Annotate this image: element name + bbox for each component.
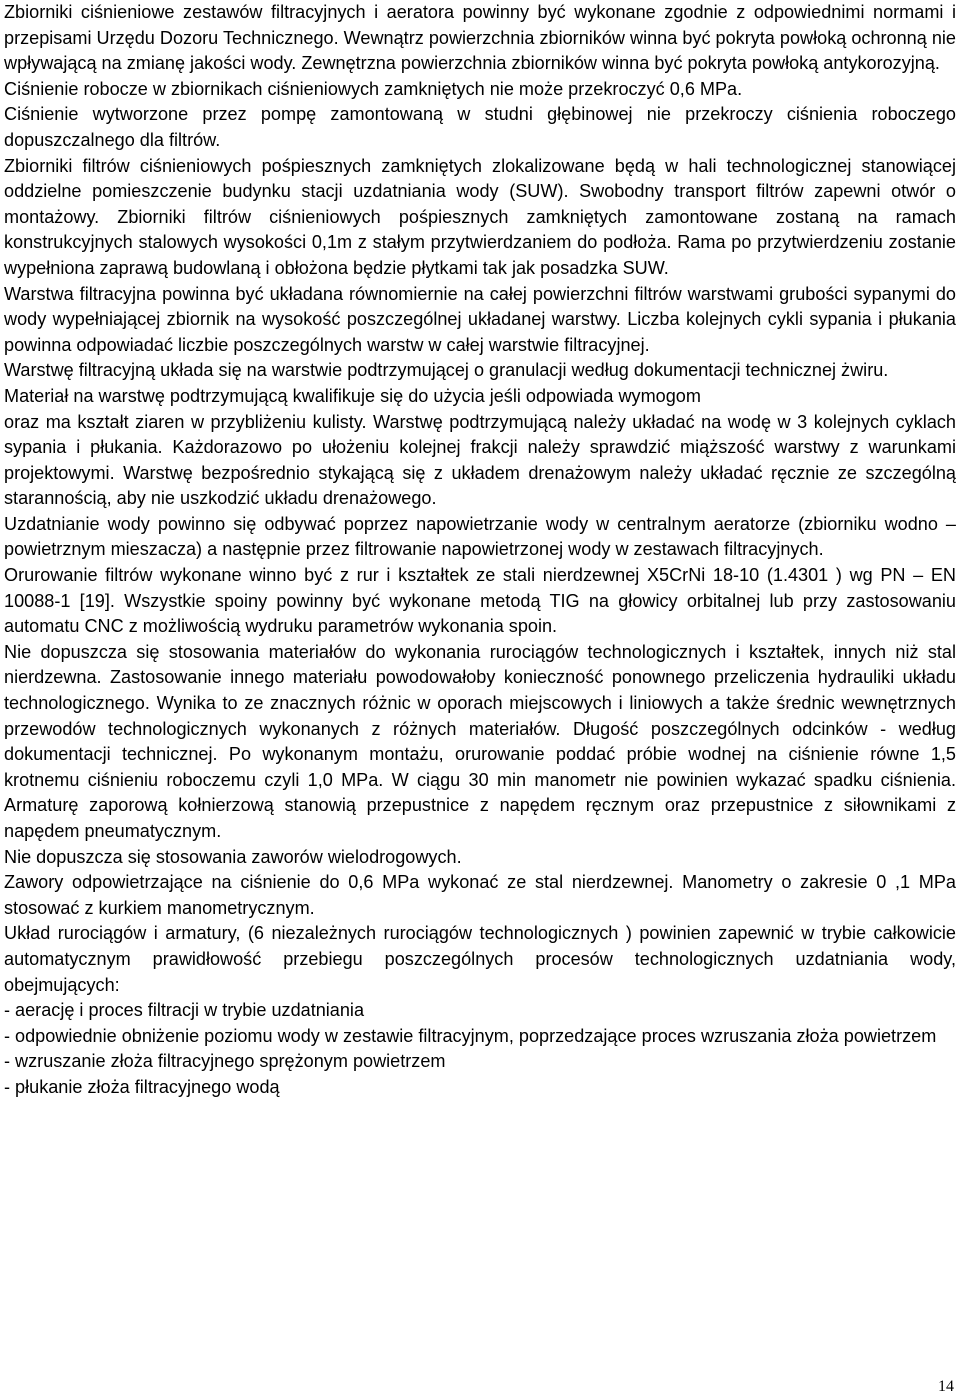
page-number: 14 [938, 1378, 954, 1395]
paragraph-working-pressure: Ciśnienie robocze w zbiornikach ciśnieniowych zamkniętych nie może przekroczyć 0,6 MPa. [4, 78, 743, 99]
process-list [4, 998, 956, 1100]
paragraph-pump-pressure: Ciśnienie wytworzone przez pompę zamontowaną w studni głębinowej nie przekroczy ciśnienia roboczego dopuszczalnego dla filtrów. [4, 104, 956, 150]
paragraph-multiway-valves: Nie dopuszcza się stosowania zaworów wielodrogowych. [4, 846, 462, 867]
paragraph-support-layer: Warstwę filtracyjną układa się na warstwie podtrzymującej o granulacji według dokumentacji technicznej żwiru. [4, 360, 889, 381]
list-item: - aerację i proces filtracji w trybie uzdatniania [4, 1000, 365, 1021]
document-body [4, 0, 956, 1101]
list-item: - wzruszanie złoża filtracyjnego sprężonym powietrzem [4, 1051, 446, 1072]
paragraph-water-treatment: Uzdatnianie wody powinno się odbywać poprzez napowietrzanie wody w centralnym aeratorze (zbiorniku wodno – powietrznym mieszacza) a następnie przez filtrowanie napowietrzonej wody w zestawach filtracyjnych. [4, 513, 956, 560]
paragraph-filter-location: Zbiorniki filtrów ciśnieniowych pośpiesznych zamkniętych zlokalizowane będą w hali technologicznej stanowiącej oddzielne pomieszczenie budynku stacji uzdatniania wody (SUW). Swobodny transport filtrów zapewni otwór o montażowy. Zbiorniki filtrów ciśnieniowych pośpiesznych zamkniętych zamontowane zostaną na ramach konstrukcyjnych stalowych wysokości 0,1m z stałym przytwierdzaniem do podłoża. Rama po przytwierdzeniu zostanie wypełniona zaprawą budowlaną i obłożona będzie płytkami tak jak posadzka SUW. [4, 155, 956, 278]
paragraph-filter-layer: Warstwa filtracyjna powinna być układana równomiernie na całej powierzchni filtrów warstwami grubości sypanymi do wody wypełniającej zbiornik na wysokość poszczególnej układanej warstwy. Liczba kolejnych cykli sypania i płukania powinna odpowiadać liczbie poszczególnych warstw w całej warstwie filtracyjnej. [4, 283, 956, 355]
paragraph-grain-shape: oraz ma kształt ziaren w przybliżeniu kulisty. Warstwę podtrzymującą należy układać na wodę w 3 kolejnych cyklach sypania i płukania. Każdorazowo po ułożeniu kolejnej frakcji należy sprawdzić miąższość warstwy z warunkami projektowymi. Warstwę bezpośrednio stykającą się z układem drenażowym należy układać ręcznie ze szczególną starannością, aby nie uszkodzić układu drenażowego. [4, 411, 956, 509]
paragraph-piping-system: Układ rurociągów i armatury, (6 niezależnych rurociągów technologicznych ) powinien zapewnić w trybie całkowicie automatycznym prawidłowość przebiegu poszczególnych procesów technologicznych uzdatniania wody, obejmujących: [4, 923, 956, 995]
list-item: - płukanie złoża filtracyjnego wodą [4, 1076, 280, 1097]
paragraph-pressure-tanks: Zbiorniki ciśnieniowe zestawów filtracyjnych i aeratora powinny być wykonane zgodnie z odpowiednimi normami i przepisami Urzędu Dozoru Technicznego. Wewnątrz powierzchnia zbiorników winna być pokryta powłoką ochronną nie wpływającą na zmianę jakości wody. Zewnętrzna powierzchnia zbiorników winna być pokryta powłoką antykorozyjną. [4, 2, 956, 74]
paragraph-materials-restriction: Nie dopuszcza się stosowania materiałów do wykonania rurociągów technologicznych i kształtek, innych niż stal nierdzewna. Zastosowanie innego materiału powodowałoby konieczność ponownego przeliczenia hydrauliki układu technologicznego. Wynika to ze znacznych różnic w oporach miejscowych i liniowych a także średnic wewnętrznych przewodów technologicznych wykonanych z różnych materiałów. Długość poszczególnych odcinków - według dokumentacji technicznej. Po wykonanym montażu, orurowanie poddać próbie wodnej na ciśnienie równe 1,5 krotnemu ciśnieniu roboczemu czyli 1,0 MPa. W ciągu 30 min manometr nie powinien wykazać spadku ciśnienia. Armaturę zaporową kołnierzową stanowią przepustnice z napędem ręcznym oraz przepustnice z siłownikami z napędem pneumatycznym. [4, 641, 956, 841]
paragraph-vent-valves: Zawory odpowietrzające na ciśnienie do 0,6 MPa wykonać ze stal nierdzewnej. Manometry o zakresie 0 ,1 MPa stosować z kurkiem manometrycznym. [4, 872, 956, 918]
paragraph-piping: Orurowanie filtrów wykonane winno być z rur i kształtek ze stali nierdzewnej X5CrNi 18-10 (1.4301 ) wg PN – EN 10088-1 [19]. Wszystkie spoiny powinny być wykonane metodą TIG na głowicy orbitalnej lub przy zastosowaniu automatu CNC z możliwością wydruku parametrów wykonania spoin. [4, 565, 956, 637]
list-item: - odpowiednie obniżenie poziomu wody w zestawie filtracyjnym, poprzedzające proces wzruszania złoża powietrzem [4, 1025, 937, 1046]
paragraph-material-requirements: Materiał na warstwę podtrzymującą kwalifikuje się do użycia jeśli odpowiada wymogom [4, 385, 701, 406]
